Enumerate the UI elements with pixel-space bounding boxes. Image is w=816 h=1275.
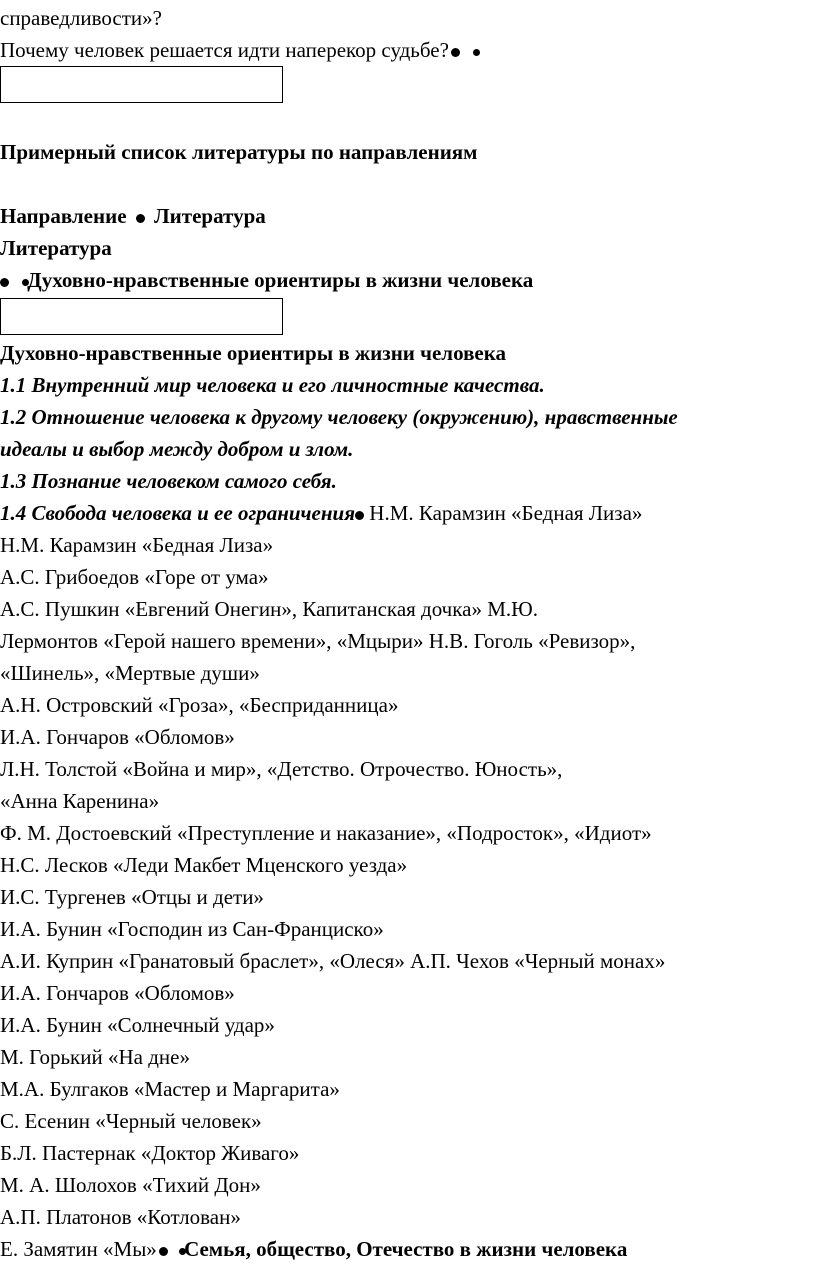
- list-item: «Анна Каренина»: [0, 789, 160, 813]
- topic-1-4-tail: Н.М. Карамзин «Бедная Лиза»: [364, 501, 643, 525]
- topic-1-2: 1.2 Отношение человека к другому человеку (окружению), нравственные: [0, 405, 678, 429]
- list-item: А.И. Куприн «Гранатовый браслет», «Олеся» А.П. Чехов «Черный монах»: [0, 949, 666, 973]
- list-item: И.А. Гончаров «Обломов»: [0, 725, 235, 749]
- list-item: М. Горький «На дне»: [0, 1045, 190, 1069]
- list-item: М.А. Булгаков «Мастер и Маргарита»: [0, 1077, 340, 1101]
- list-item: А.Н. Островский «Гроза», «Бесприданница»: [0, 693, 399, 717]
- list-item: Н.М. Карамзин «Бедная Лиза»: [0, 533, 274, 557]
- intro-question: Почему человек решается идти наперекор судьбе?: [0, 38, 449, 62]
- direction-title-row: [0, 264, 533, 296]
- intro-line-1: справедливости»?: [0, 6, 162, 30]
- empty-cell: [0, 66, 283, 103]
- topic-1-2-cont: идеалы и выбор между добром и злом.: [0, 437, 354, 461]
- list-item: Н.С. Лесков «Леди Макбет Мценского уезда»: [0, 853, 408, 877]
- list-item: И.А. Бунин «Господин из Сан-Франциско»: [0, 917, 384, 941]
- list-item: И.С. Тургенев «Отцы и дети»: [0, 885, 264, 909]
- list-item: Лермонтов «Герой нашего времени», «Мцыри» Н.В. Гоголь «Ревизор»,: [0, 629, 636, 653]
- header-literature-repeat: Литература: [0, 236, 112, 260]
- list-item: Б.Л. Пастернак «Доктор Живаго»: [0, 1141, 300, 1165]
- direction-title: Духовно-нравственные ориентиры в жизни человека: [0, 341, 507, 365]
- table-header-row: [0, 200, 266, 232]
- intro-line-2: [0, 34, 480, 66]
- list-item: Е. Замятин «Мы»: [0, 1237, 157, 1261]
- empty-cell: [0, 298, 283, 335]
- next-direction-title: Семья, общество, Отечество в жизни человека: [184, 1237, 628, 1261]
- list-item: Л.Н. Толстой «Война и мир», «Детство. Отрочество. Юность»,: [0, 757, 563, 781]
- list-item: А.С. Пушкин «Евгений Онегин», Капитанская дочка» М.Ю.: [0, 597, 538, 621]
- direction-title-bulleted: Духовно-нравственные ориентиры в жизни человека: [27, 268, 534, 292]
- list-item: А.П. Платонов «Котлован»: [0, 1205, 241, 1229]
- topic-1-3: 1.3 Познание человеком самого себя.: [0, 469, 337, 493]
- bullet-icon: [473, 49, 480, 56]
- list-heading: Примерный список литературы по направлениям: [0, 140, 478, 164]
- bullet-icon: [451, 48, 460, 57]
- list-item: И.А. Гончаров «Обломов»: [0, 981, 235, 1005]
- list-item: «Шинель», «Мертвые души»: [0, 661, 260, 685]
- topic-1-4: 1.4 Свобода человека и ее ограничения: [0, 501, 356, 525]
- bullet-icon: [159, 1247, 168, 1256]
- list-item: Ф. М. Достоевский «Преступление и наказание», «Подросток», «Идиот»: [0, 821, 652, 845]
- topic-1-1: 1.1 Внутренний мир человека и его личностные качества.: [0, 373, 545, 397]
- list-item: М. А. Шолохов «Тихий Дон»: [0, 1173, 261, 1197]
- topic-1-4-row: [0, 497, 642, 529]
- header-direction: Направление: [0, 204, 127, 228]
- last-line: [0, 1233, 627, 1265]
- list-item: С. Есенин «Черный человек»: [0, 1109, 262, 1133]
- list-item: А.С. Грибоедов «Горе от ума»: [0, 565, 269, 589]
- header-literature: Литература: [154, 204, 266, 228]
- bullet-icon: [136, 214, 145, 223]
- bullet-icon: [355, 511, 364, 520]
- bullet-icon: [0, 278, 9, 287]
- list-item: И.А. Бунин «Солнечный удар»: [0, 1013, 275, 1037]
